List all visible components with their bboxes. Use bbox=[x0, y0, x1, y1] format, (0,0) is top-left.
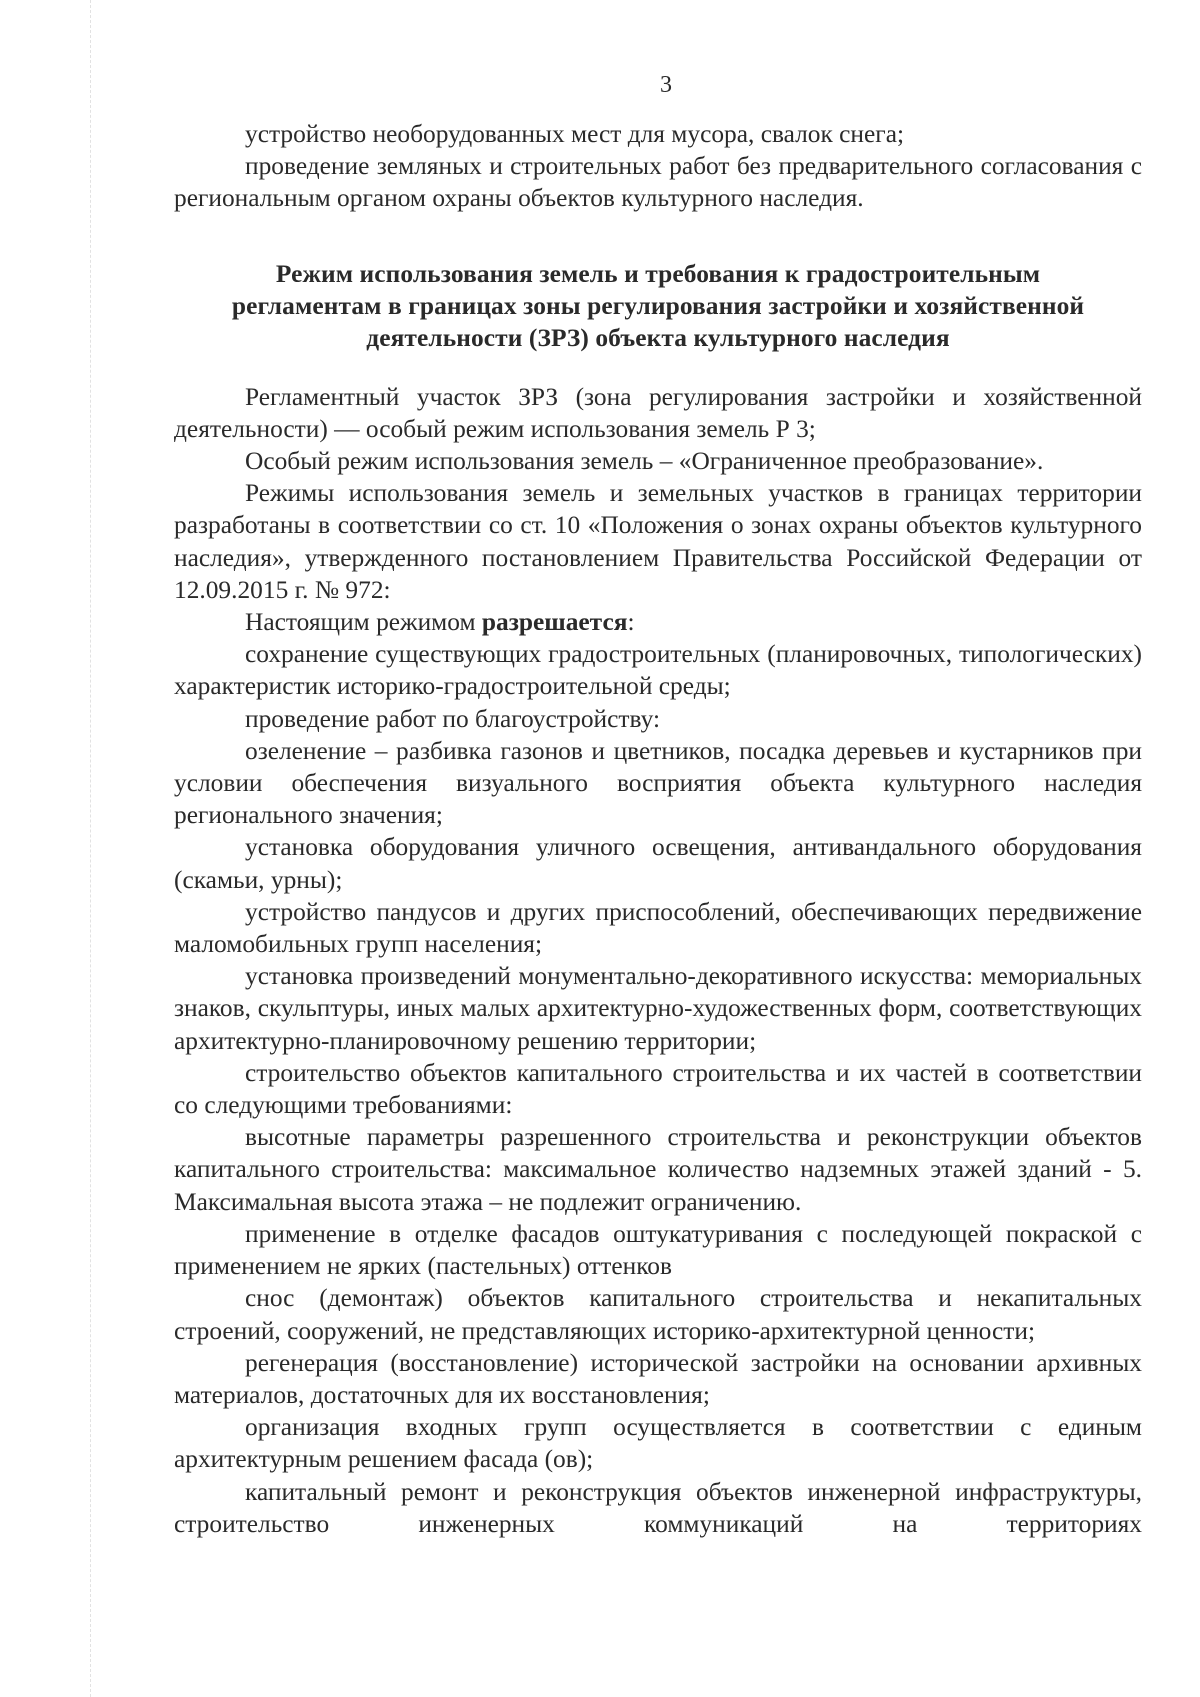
document-body bbox=[174, 118, 1142, 1540]
section-heading-line: Режим использования земель и требования к градостроительным bbox=[275, 259, 1041, 288]
paragraph-land-use-regimes: Режимы использования земель и земельных участков в границах территории разработаны в соответствии со ст. 10 «Положения о зонах охраны объектов культурного наследия», утвержденного постановлением Правительства Российской Федерации от 12.09.2015 г. № 972: bbox=[174, 479, 1142, 604]
permitted-colon: : bbox=[627, 608, 635, 637]
paragraph-facade-finish: применение в отделке фасадов оштукатуривания с последующей покраской с применением не ярких (пастельных) оттенков bbox=[174, 1219, 1142, 1281]
paragraph-construction: строительство объектов капитального строительства и их частей в соответствии со следующими требованиями: bbox=[174, 1058, 1142, 1120]
paragraph-waste-sites: устройство необорудованных мест для мусора, свалок снега; bbox=[245, 120, 905, 148]
paragraph-earthworks: проведение земляных и строительных работ без предварительного согласования с региональным органом охраны объектов культурного наследия. bbox=[174, 152, 1142, 213]
paragraph-greening: озеленение – разбивка газонов и цветников, посадка деревьев и кустарников при условии обеспечения визуального восприятия объекта культурного наследия регионального значения; bbox=[174, 736, 1142, 830]
scan-edge-line bbox=[90, 0, 91, 1697]
paragraph-infrastructure: капитальный ремонт и реконструкция объектов инженерной инфраструктуры, строительство инженерных коммуникаций на территориях bbox=[174, 1477, 1142, 1538]
paragraph-regeneration: регенерация (восстановление) исторической застройки на основании архивных материалов, достаточных для их восстановления; bbox=[174, 1348, 1142, 1409]
section-heading bbox=[174, 258, 1142, 354]
page-number: 3 bbox=[660, 72, 672, 98]
permitted-lead-text: Настоящим режимом bbox=[245, 608, 482, 637]
paragraph-demolition: снос (демонтаж) объектов капитального строительства и некапитальных строений, сооружений, не представляющих историко-архитектурной ценности; bbox=[174, 1284, 1142, 1345]
paragraph-lighting: установка оборудования уличного освещения, антивандального оборудования (скамьи, урны); bbox=[174, 833, 1142, 894]
paragraph-entrance-groups: организация входных групп осуществляется в соответствии с единым архитектурным решением фасада (ов); bbox=[174, 1413, 1142, 1474]
paragraph-regulation-zone: Регламентный участок ЗРЗ (зона регулирования застройки и хозяйственной деятельности) — особый режим использования земель Р 3; bbox=[174, 382, 1142, 443]
paragraph-height-params: высотные параметры разрешенного строительства и реконструкции объектов капитального строительства: максимальное количество надземных этажей зданий - 5. Максимальная высота этажа – не подлежит ограничению. bbox=[174, 1123, 1142, 1216]
section-heading-line: деятельности (ЗРЗ) объекта культурного наследия bbox=[366, 323, 950, 352]
paragraph-preservation: сохранение существующих градостроительных (планировочных, типологических) характеристик историко-градостроительной среды; bbox=[174, 640, 1142, 701]
paragraph-permitted-intro bbox=[174, 606, 1142, 638]
paragraph-monuments: установка произведений монументально-декоративного искусства: мемориальных знаков, скульптуры, иных малых архитектурно-художественных форм, соответствующих архитектурно-планировочному решению территории; bbox=[174, 962, 1142, 1055]
permitted-keyword: разрешается bbox=[481, 608, 628, 637]
paragraph-landscaping: проведение работ по благоустройству: bbox=[245, 704, 661, 733]
paragraph-ramps: устройство пандусов и других приспособлений, обеспечивающих передвижение маломобильных групп населения; bbox=[174, 897, 1142, 959]
paragraph-special-regime: Особый режим использования земель – «Ограниченное преобразование». bbox=[245, 447, 1044, 476]
section-heading-line: регламентам в границах зоны регулирования застройки и хозяйственной bbox=[231, 291, 1085, 320]
